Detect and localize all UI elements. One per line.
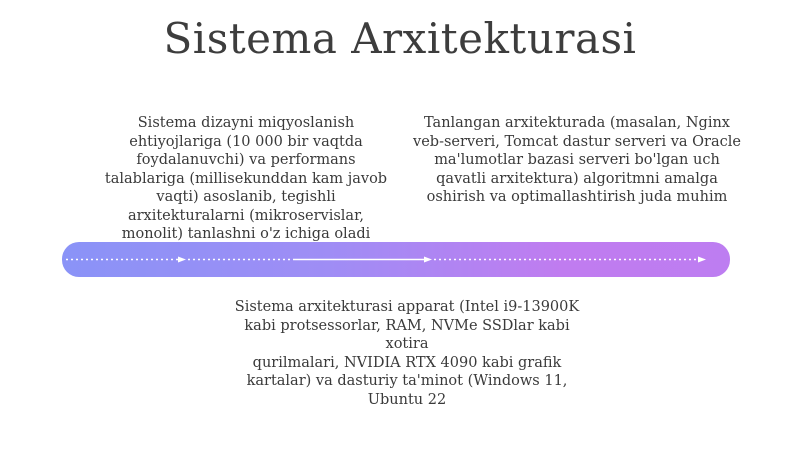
arrow-head-icon <box>424 257 432 263</box>
timeline-arrows <box>62 242 730 277</box>
text-block-left <box>96 114 396 244</box>
text-line: veb-serveri, Tomcat dastur serveri va Oracle <box>413 133 741 150</box>
arrow-head-icon <box>178 257 186 263</box>
text-line: monolit) tanlashni o'z ichiga oladi <box>121 226 371 242</box>
text-line: Sistema dizayni miqyoslanish <box>137 115 355 131</box>
slide-title: Sistema Arxitekturasi <box>163 14 637 63</box>
text-line: oshirish va optimallashtirish juda muhim <box>426 189 728 205</box>
arrow-head-icon <box>698 257 706 263</box>
text-line: qavatli arxitektura) algoritmni amalga <box>436 170 718 187</box>
text-line: foydalanuvchi) va performans <box>136 152 356 168</box>
timeline-bar <box>62 242 730 277</box>
text-line: kabi protsessorlar, RAM, NVMe SSDlar kabi xotira <box>244 317 570 352</box>
text-line: Tanlangan arxitekturada (masalan, Nginx <box>424 115 730 131</box>
text-block-bottom <box>222 298 592 409</box>
text-line: ehtiyojlariga (10 000 bir vaqtda <box>129 133 363 150</box>
text-line: Ubuntu 22 <box>367 391 447 408</box>
text-block-right <box>412 114 742 207</box>
text-line: ma'lumotlar bazasi serveri bo'lgan uch <box>434 152 720 168</box>
text-line: arxitekturalarni (mikroservislar, <box>127 207 365 224</box>
text-line: vaqti) asoslanib, tegishli <box>156 189 336 205</box>
text-line: talablariga (millisekunddan kam javob <box>104 170 388 187</box>
text-line: kartalar) va dasturiy ta'minot (Windows 11, <box>246 373 568 389</box>
text-line: qurilmalari, NVIDIA RTX 4090 kabi grafik <box>252 354 562 371</box>
text-line: Sistema arxitekturasi apparat (Intel i9-13900K <box>234 299 580 315</box>
